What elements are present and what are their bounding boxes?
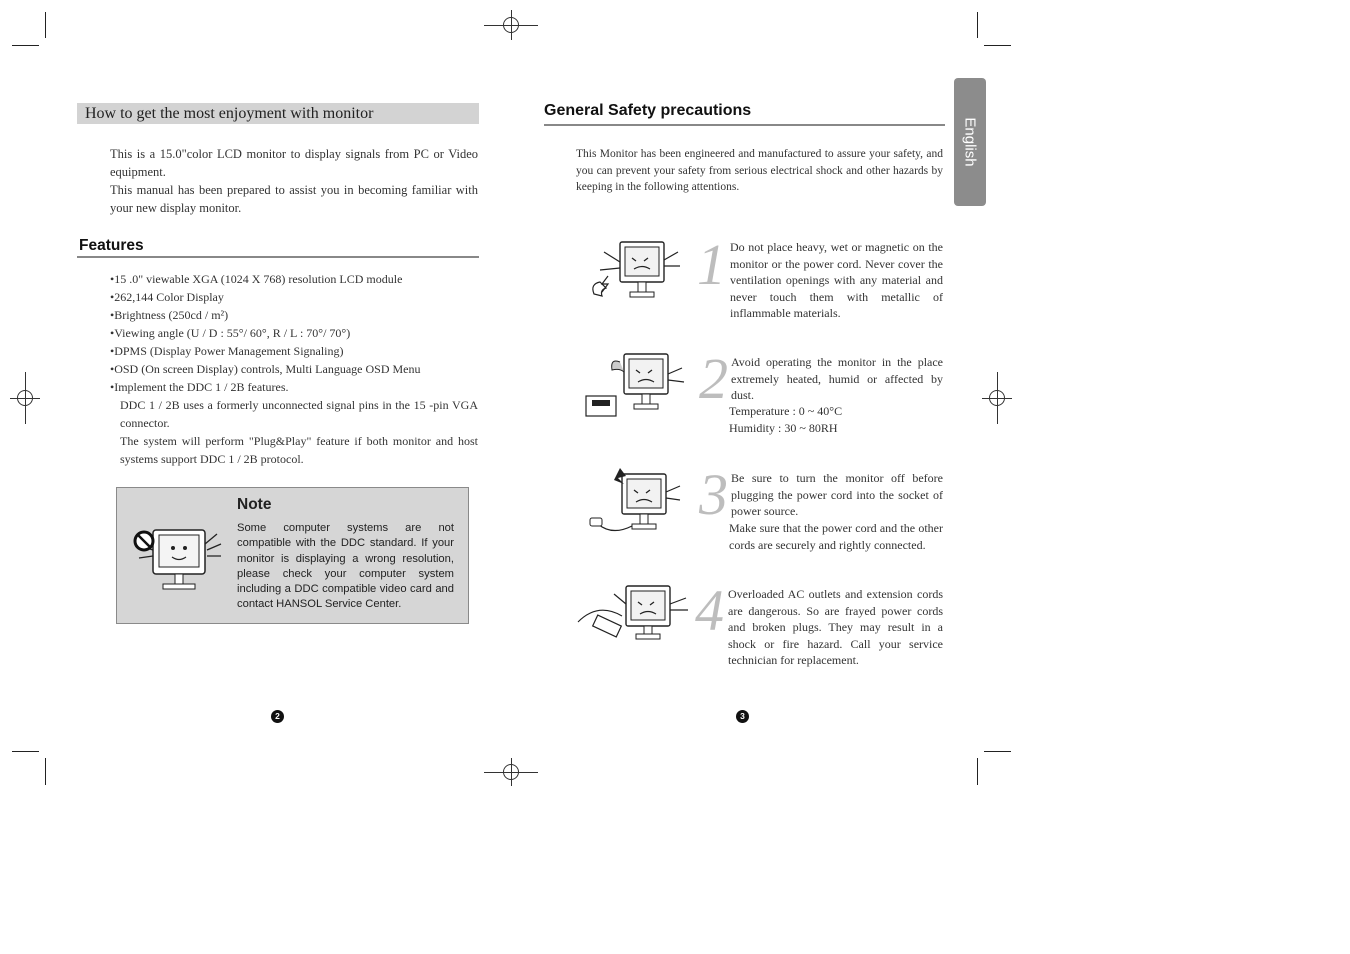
language-tab [954, 78, 986, 206]
safety-text: Do not place heavy, wet or magnetic on the monitor or the power cord. Never cover the ventilation openings with any material and never touch them with metallic of inflammable materials. [730, 240, 943, 320]
feature-item: •Implement the DDC 1 / 2B features. [110, 380, 289, 394]
crop-mark [984, 45, 1011, 46]
safety-text: Be sure to turn the monitor off before plugging the power cord into the socket of power source. [731, 471, 943, 518]
feature-item: •15 .0" viewable XGA (1024 X 768) resolution LCD module [110, 272, 403, 286]
feature-subtext: DDC 1 / 2B uses a formerly unconnected signal pins in the 15 -pin VGA connector. [120, 398, 478, 430]
features-list [110, 270, 478, 468]
crop-mark [12, 45, 39, 46]
feature-item: •Viewing angle (U / D : 55°/ 60°, R / L : 70°/ 70°) [110, 326, 351, 340]
feature-item: •Brightness (250cd / m²) [110, 308, 229, 322]
crop-mark [12, 751, 39, 752]
monitor-overload-outlet-icon [574, 582, 694, 646]
safety-intro: This Monitor has been engineered and manufactured to assure your safety, and you can prevent your safety from serious electrical shock and other hazards by keeping in the following attentions. [576, 148, 943, 193]
page-number: 2 [271, 710, 284, 723]
intro-paragraph: This is a 15.0"color LCD monitor to display signals from PC or Video equipment. [110, 147, 478, 179]
feature-item: •OSD (On screen Display) controls, Multi Language OSD Menu [110, 362, 421, 376]
monitor-heat-humidity-icon [580, 348, 696, 422]
crop-mark [977, 12, 978, 38]
note-text: Some computer systems are not compatible with the DDC standard. If your monitor is displaying a wrong resolution, please check your computer system including a DDC compatible video card and contact HANSOL Service Center. [237, 522, 454, 611]
crop-mark [984, 751, 1011, 752]
safety-extra: Make sure that the power cord and the other cords are securely and rightly connected. [729, 521, 943, 552]
feature-item: •262,144 Color Display [110, 290, 224, 304]
step-number: 3 [699, 462, 728, 527]
crop-mark [45, 758, 46, 785]
page-heading-left: How to get the most enjoyment with monitor [77, 103, 479, 124]
safety-text: Avoid operating the monitor in the place extremely heated, humid or affected by dust. [731, 355, 943, 402]
safety-extra [729, 403, 943, 436]
language-tab-label: English [961, 117, 979, 167]
feature-item: •DPMS (Display Power Management Signaling) [110, 344, 344, 358]
note-title: Note [237, 496, 272, 513]
safety-text: Overloaded AC outlets and extension cords are dangerous. So are frayed power cords and broken plugs. They may result in a shock or fire hazard. Call your service technician for replacement. [728, 587, 943, 667]
note-box [116, 487, 469, 624]
monitor-magnet-warning-icon [586, 236, 694, 310]
step-number: 1 [697, 232, 726, 297]
page-heading-right: General Safety precautions [544, 102, 752, 119]
step-number: 2 [699, 346, 728, 411]
crop-mark [977, 758, 978, 785]
intro-paragraph: This manual has been prepared to assist you in becoming familiar with your new display monitor. [110, 183, 478, 215]
section-divider [77, 256, 479, 258]
monitor-prohibited-icon [131, 524, 227, 602]
monitor-power-cord-icon [588, 466, 686, 542]
temperature-range: Temperature : 0 ~ 40°C [729, 404, 843, 418]
feature-subtext: The system will perform "Plug&Play" feature if both monitor and host systems support DDC 1 / 2B protocol. [120, 434, 478, 466]
intro-block [110, 145, 478, 217]
section-divider [544, 124, 945, 126]
step-number: 4 [695, 578, 724, 643]
features-title: Features [79, 237, 144, 254]
humidity-range: Humidity : 30 ~ 80RH [729, 420, 838, 435]
page-number: 3 [736, 710, 749, 723]
crop-mark [45, 12, 46, 38]
